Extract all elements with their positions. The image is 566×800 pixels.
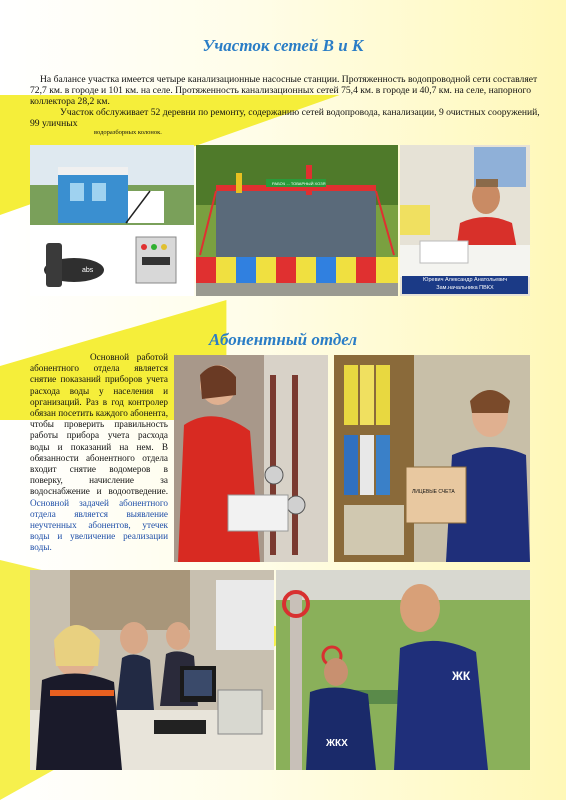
- jacket-label-2: ЖКХ: [326, 738, 348, 749]
- photo-pipe-repair: [276, 570, 530, 770]
- caption-name: Юревич Александр Анатольевич: [422, 277, 508, 283]
- office-staff-illustration: [30, 570, 274, 770]
- networks-paragraph-1: На балансе участка имеется четыре канализационные насосные станции. Протяженность водопроводной сети составляет 72,7 км. в городе и 101 км. на селе. Протяженность канализационных сетей 75,4 км. в городе и 40,7 км. на селе, напорного коллектора 28,2 км.: [30, 74, 538, 107]
- pump-station-illustration: [30, 145, 194, 296]
- networks-description: [30, 74, 542, 138]
- photo-meter-reading: [174, 355, 328, 562]
- photo-deputy-chief: [400, 145, 530, 296]
- section-title-networks: Участок сетей В и К: [202, 36, 364, 55]
- pipe-repair-illustration: [276, 570, 530, 770]
- meter-reading-illustration: [174, 355, 328, 562]
- jacket-label-1: ЖК: [452, 669, 471, 683]
- subscriber-text-main: Основной работой абонентного отдела является снятие показаний приборов учета расхода воды у населения и организаций. Раз в год контролер обязан посетить каждого абонента, чтобы проверить правильность работы прибора учета расхода воды и показаний на нем. В обязанности абонентного отдела входит снятие водомеров в поверку, начисление за водоснабжение и водоотведение.: [30, 352, 168, 497]
- networks-paragraph-2-tail: водоразборных колонок.: [94, 129, 162, 136]
- subscriber-description: [30, 352, 168, 554]
- photo-office-staff: [30, 570, 274, 770]
- subscriber-text-task: Основной задачей абонентного отдела является выявление неучтенных абонентов, утечек воды и увеличение реализации воды.: [30, 497, 168, 553]
- pump-brand-label: abs: [82, 267, 94, 274]
- facility-board-label: РАБОЧ ... ТОВАРНЫЙ ХОЗЯ: [272, 181, 326, 186]
- account-folder-illustration: [334, 355, 530, 562]
- water-facility-illustration: [196, 145, 398, 296]
- photo-account-folder: [334, 355, 530, 562]
- photo-pump-station: [30, 145, 194, 296]
- section-title-subscriber: Абонентный отдел: [208, 330, 358, 349]
- photo-caption: [402, 276, 528, 294]
- folder-label: ЛИЦЕВЫЕ СЧЕТА: [412, 489, 455, 495]
- caption-role: Зам.начальника ПВКХ: [436, 285, 494, 291]
- deputy-chief-illustration: [400, 145, 530, 296]
- networks-paragraph-2: Участок обслуживает 52 деревни по ремонту, содержанию сетей водопровода, канализации, 9 очистных сооружений, 99 уличных: [30, 107, 540, 129]
- photo-water-facility: [196, 145, 398, 296]
